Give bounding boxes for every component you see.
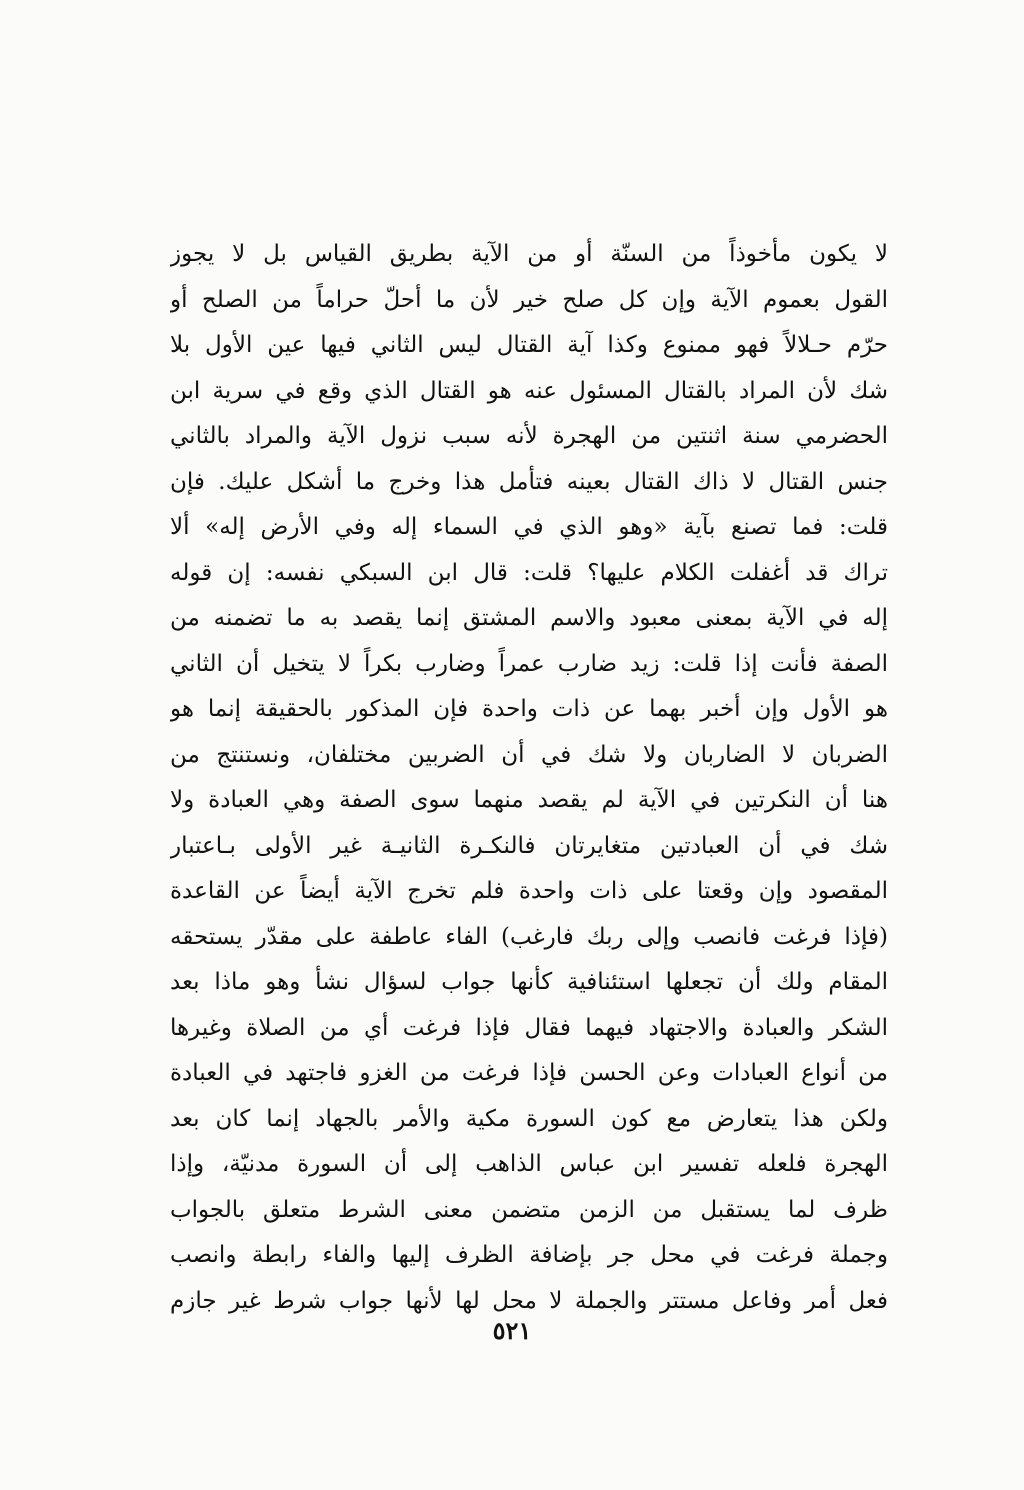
- text-line: المقصود وإن وقعتا على ذات واحدة فلم تخرج الآية أيضاً عن القاعدة: [170, 878, 888, 904]
- text-line: الصفة فأنت إذا قلت: زيد ضارب عمراً وضارب بكراً لا يتخيل أن الثاني: [170, 650, 888, 677]
- text-line: الضربان لا الضاربان ولا شك في أن الضربين مختلفان، ونستنتج من: [170, 741, 888, 768]
- text-line: جنس القتال لا ذاك القتال بعينه فتأمل هذا وخرج ما أشكل عليك. فإن: [170, 468, 888, 495]
- page-number: ٥٢١: [492, 1316, 532, 1345]
- text-line: من أنواع العبادات وعن الحسن فإذا فرغت من الغزو فاجتهد في العبادة: [170, 1060, 888, 1086]
- text-line: شك في أن العبادتين متغايرتان فالنكـرة الثانيـة غير الأولى بـاعتبار: [170, 832, 888, 859]
- text-line: شك لأن المراد بالقتال المسئول عنه هو القتال الذي وقع في سرية ابن: [170, 377, 888, 404]
- text-line: تراك قد أغفلت الكلام عليها؟ قلت: قال ابن السبكي نفسه: إن قوله: [170, 559, 888, 586]
- text-line: الحضرمي سنة اثنتين من الهجرة لأنه سبب نزول الآية والمراد بالثاني: [170, 423, 888, 449]
- text-line: حرّم حـلالاً فهو ممنوع وكذا آية القتال ليس الثاني فيها عين الأول بلا: [170, 332, 888, 358]
- text-line: قلت: فما تصنع بآية «وهو الذي في السماء إله وفي الأرض إله» ألا: [170, 514, 888, 540]
- text-line: المقام ولك أن تجعلها استئنافية كأنها جواب لسؤال نشأ وهو ماذا بعد: [170, 969, 888, 995]
- text-line: الشكر والعبادة والاجتهاد فيهما فقال فإذا فرغت أي من الصلاة وغيرها: [170, 1014, 888, 1041]
- body-text: [170, 232, 888, 1324]
- text-line: (فإذا فرغت فانصب وإلى ربك فارغب) الفاء عاطفة على مقدّر يستحقه: [170, 923, 888, 950]
- text-line: هو الأول وإن أخبر بهما عن ذات واحدة فإن المذكور بالحقيقة إنما هو: [170, 696, 888, 722]
- text-line: القول بعموم الآية وإن كل صلح خير لأن ما أحلّ حراماً من الصلح أو: [170, 286, 888, 313]
- text-line: وجملة فرغت في محل جر بإضافة الظرف إليها والفاء رابطة وانصب: [170, 1242, 888, 1268]
- text-line: هنا أن النكرتين في الآية لم يقصد منهما سوى الصفة وهي العبادة ولا: [170, 787, 888, 813]
- text-line: لا يكون مأخوذاً من السنّة أو من الآية بطريق القياس بل لا يجوز: [170, 241, 888, 267]
- text-line: فعل أمر وفاعل مستتر والجملة لا محل لها لأنها جواب شرط غير جازم: [170, 1287, 888, 1314]
- text-line: الهجرة فلعله تفسير ابن عباس الذاهب إلى أن السورة مدنيّة، وإذا: [170, 1151, 888, 1177]
- text-line: إله في الآية بمعنى معبود والاسم المشتق إنما يقصد به ما تضمنه من: [170, 605, 888, 631]
- text-line: ظرف لما يستقبل من الزمن متضمن معنى الشرط متعلق بالجواب: [170, 1196, 888, 1223]
- text-line: ولكن هذا يتعارض مع كون السورة مكية والأمر بالجهاد إنما كان بعد: [170, 1105, 888, 1132]
